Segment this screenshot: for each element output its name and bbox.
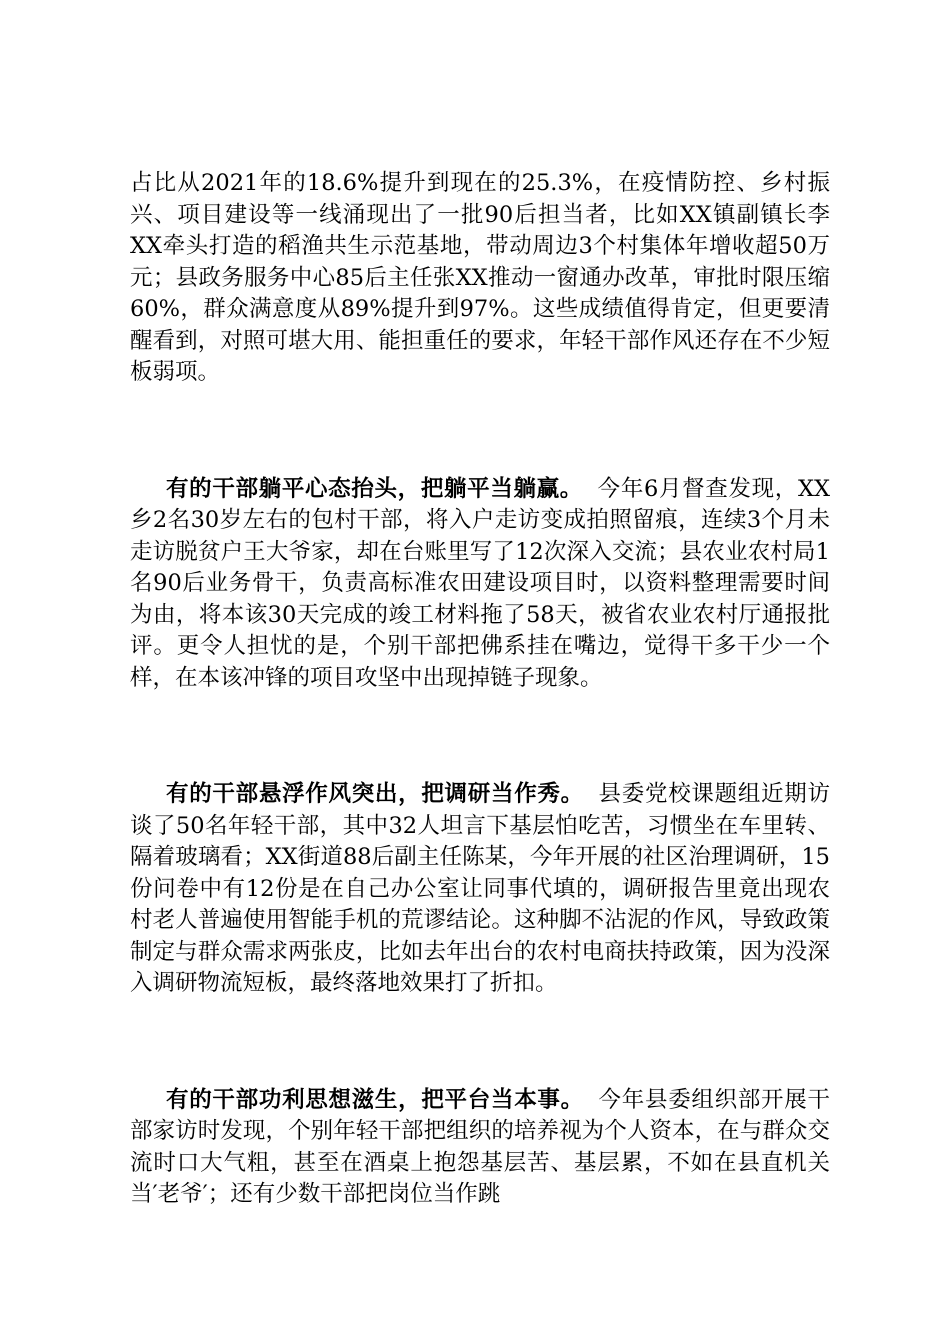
paragraph-3-text: 县委党校课题组近期访谈了50名年轻干部，其中32人坦言下基层怕吃苦，习惯坐在车里转、隔着玻璃看；XX街道88后副主任陈某，今年开展的社区治理调研，15份问卷中有12份是在自己办公室让同事代填的，调研报告里竟出现农村老人普遍使用智能手机的荒谬结论。这种脚不沾泥的作风，导致政策制定与群众需求两张皮，比如去年出台的农村电商扶持政策，因为没深入调研物流短板，最终落地效果打了折扣。 [130, 781, 830, 996]
paragraph-3 [130, 779, 830, 1000]
paragraph-4-heading: 有的干部功利思想滋生，把平台当本事。 [166, 1086, 584, 1113]
paragraph-1-text: 占比从2021年的18.6%提升到现在的25.3%，在疫情防控、乡村振兴、项目建设等一线涌现出了一批90后担当者，比如XX镇副镇长李XX牵头打造的稻渔共生示范基地，带动周边3个村集体年增收超50万元；县政务服务中心85后主任张XX推动一窗通办改革，审批时限压缩60%，群众满意度从89%提升到97%。这些成绩值得肯定，但更要清醒看到，对照可堪大用、能担重任的要求，年轻干部作风还存在不少短板弱项。 [130, 170, 830, 385]
paragraph-4-text: 今年县委组织部开展干部家访时发现，个别年轻干部把组织的培养视为个人资本，在与群众交流时口大气粗，甚至在酒桌上抱怨基层苦、基层累，不如在县直机关当′老爷′；还有少数干部把岗位当作跳 [130, 1086, 830, 1207]
paragraph-2 [130, 474, 830, 695]
paragraph-4 [130, 1085, 830, 1211]
paragraph-2-heading: 有的干部躺平心态抬头，把躺平当躺赢。 [166, 475, 583, 502]
paragraph-1 [130, 168, 830, 389]
paragraph-3-heading: 有的干部悬浮作风突出，把调研当作秀。 [166, 781, 584, 807]
document-body [130, 168, 830, 1211]
paragraph-2-text: 今年6月督查发现，XX乡2名30岁左右的包村干部，将入户走访变成拍照留痕，连续3个月未走访脱贫户王大爷家，却在台账里写了12次深入交流；县农业农村局1名90后业务骨干，负责高标准农田建设项目时，以资料整理需要时间为由，将本该30天完成的竣工材料拖了58天，被省农业农村厅通报批评。更令人担忧的是，个别干部把佛系挂在嘴边，觉得干多干少一个样，在本该冲锋的项目攻坚中出现掉链子现象。 [130, 475, 830, 691]
